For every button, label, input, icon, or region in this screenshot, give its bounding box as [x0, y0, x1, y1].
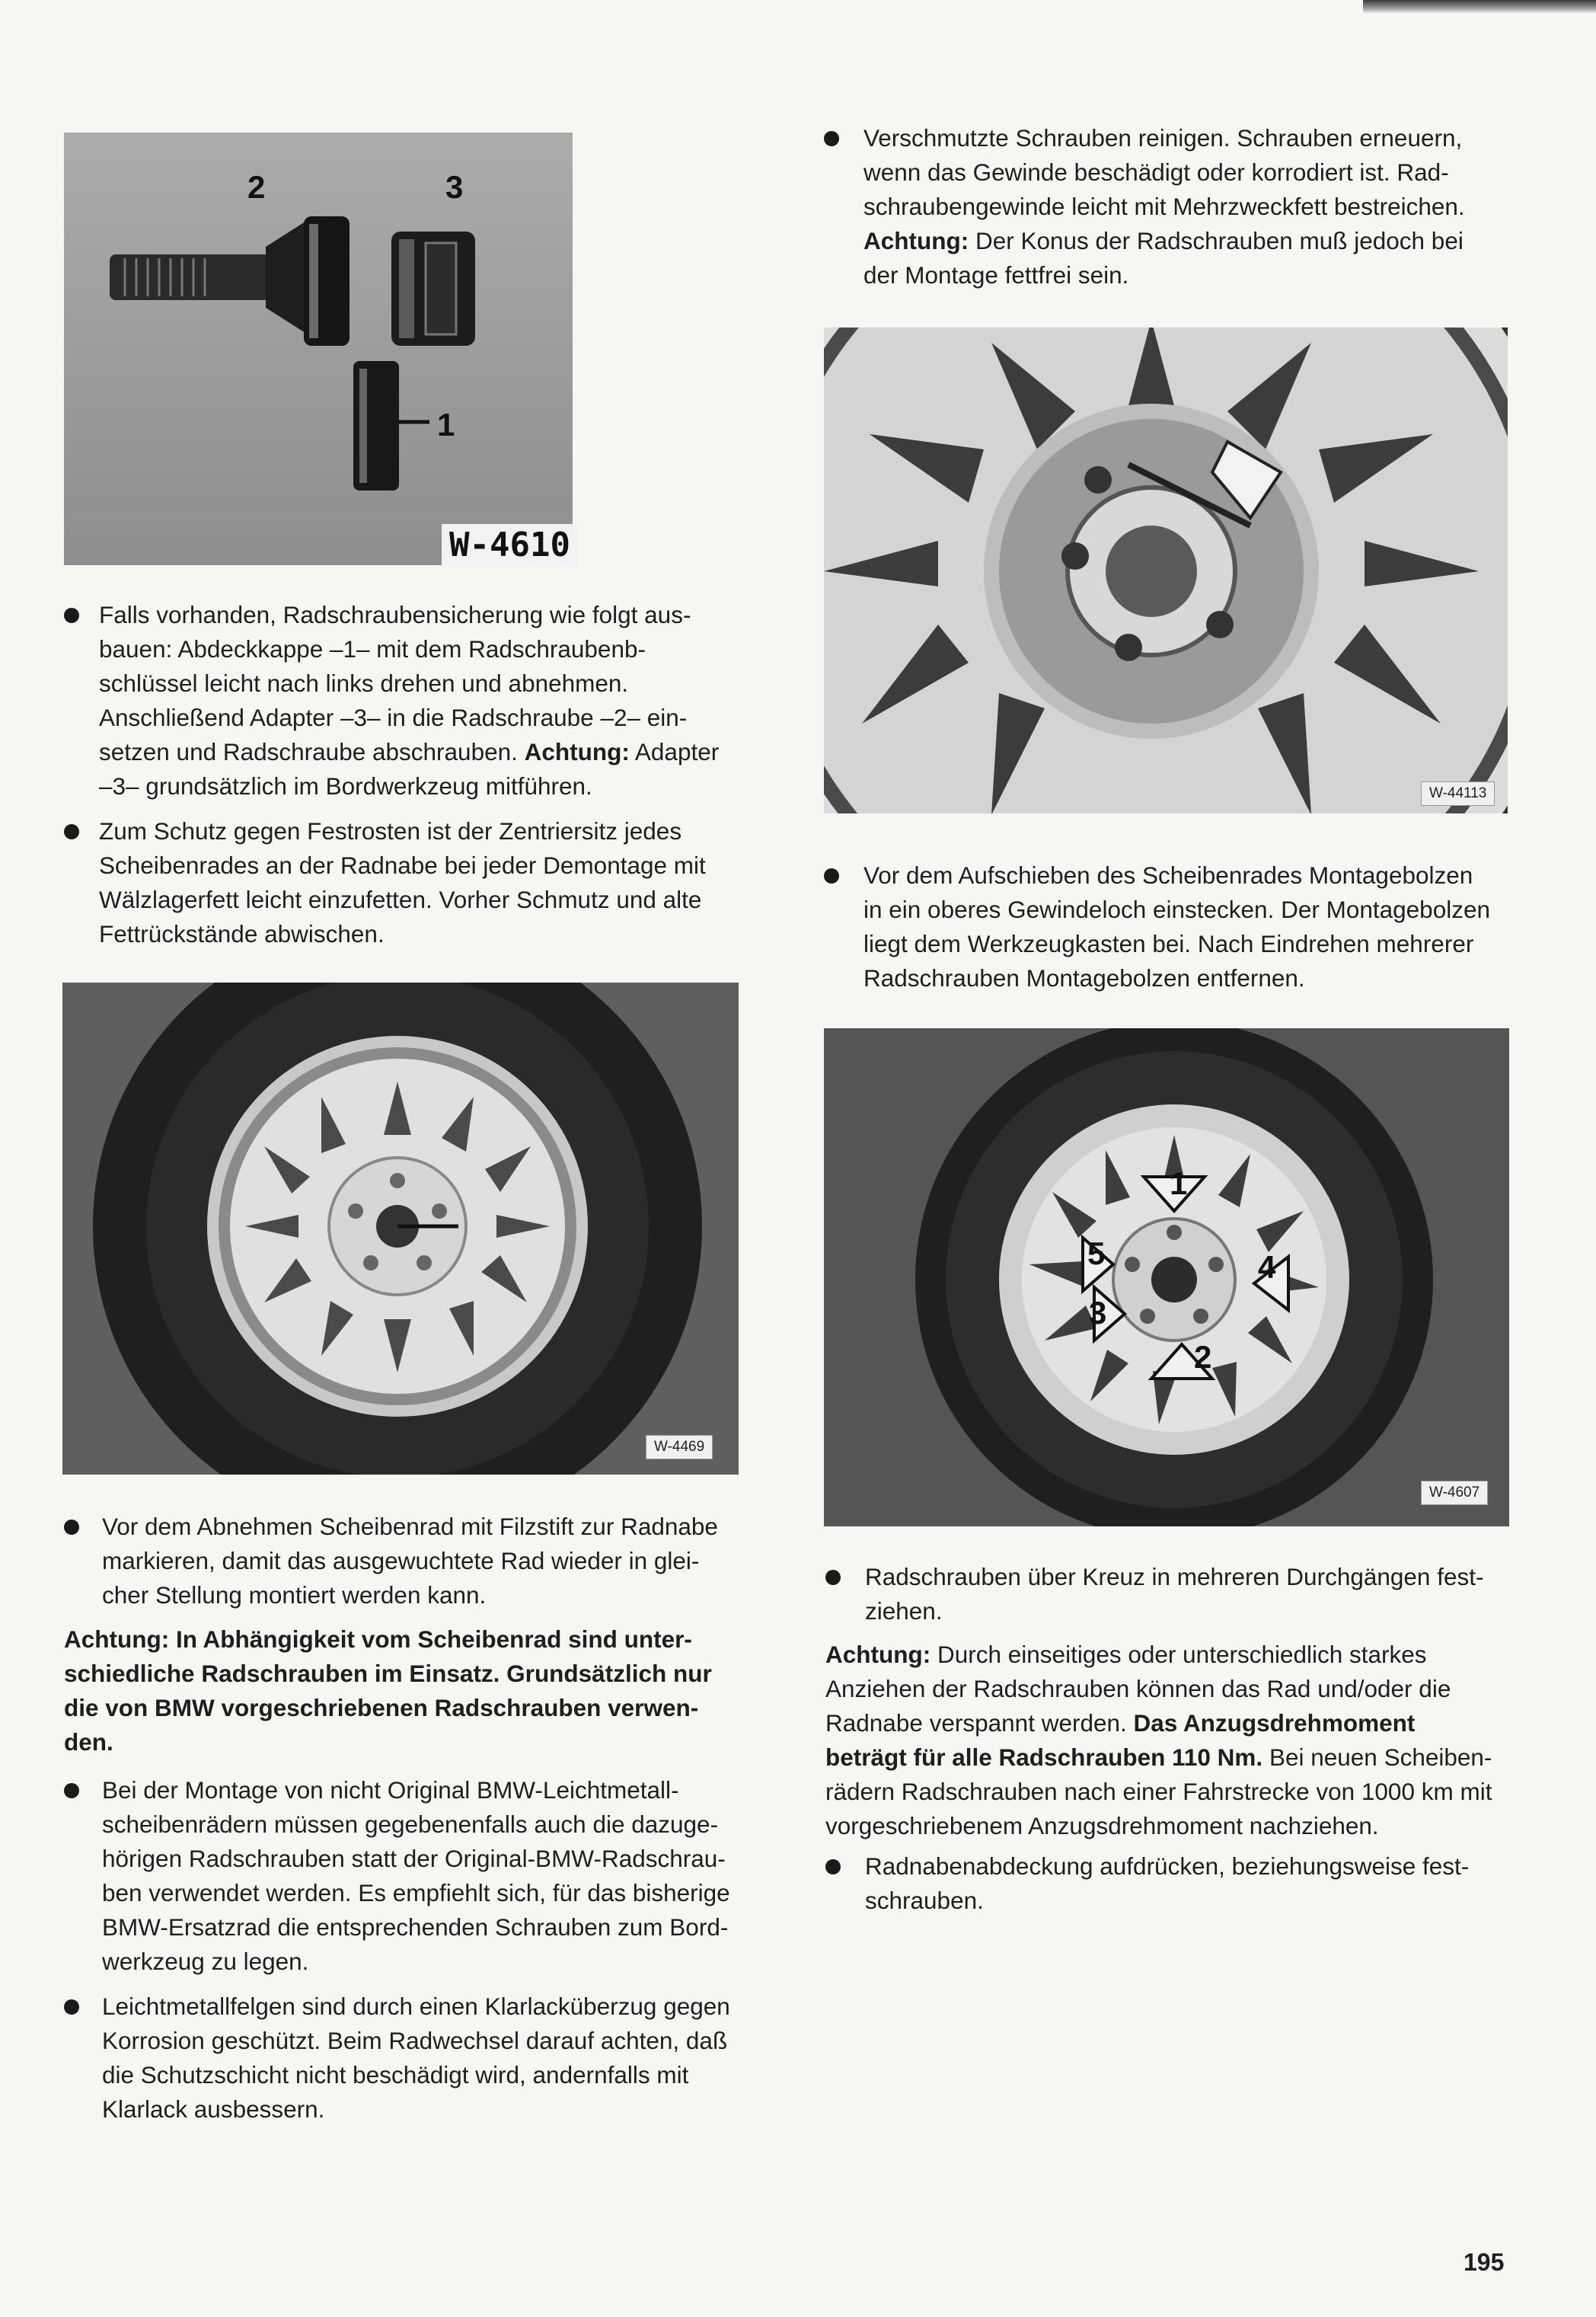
text-line: Vor dem Aufschieben des Scheibenrades Montagebolzen — [863, 861, 1473, 889]
figure-wheel-marking — [62, 983, 739, 1475]
text-line: liegt dem Werkzeugkasten bei. Nach Eindrehen mehrerer — [863, 930, 1474, 957]
text-line: ziehen. — [865, 1597, 943, 1625]
bullet-icon — [64, 824, 79, 839]
bullet-icon — [824, 131, 839, 146]
wheel-marking-image — [62, 983, 739, 1475]
paragraph-torque — [825, 1638, 1505, 1843]
callout-bolt-4: 4 — [1258, 1249, 1276, 1285]
paragraph-non-original-wheels — [102, 1773, 743, 1979]
text-line: Fettrückstände abwischen. — [99, 920, 385, 948]
text-line: Klarlack ausbessern. — [102, 2095, 325, 2123]
text-line — [825, 1740, 1505, 1775]
figure-wheel-lock-parts — [64, 133, 573, 565]
callout-bolt-3: 3 — [1089, 1295, 1107, 1331]
text-line: Zum Schutz gegen Festrosten ist der Zentriersitz jedes — [99, 817, 682, 845]
text-line: der Montage fettfrei sein. — [863, 261, 1129, 289]
page-edge-shadow — [1363, 0, 1596, 14]
text-segment: Der Konus der Radschrauben muß jedoch bei — [975, 227, 1464, 254]
paragraph-hub-cover — [865, 1849, 1505, 1918]
callout-bolt-2: 2 — [1194, 1339, 1212, 1375]
achtung-label: Achtung: — [863, 227, 969, 254]
paragraph-clean-bolts — [863, 121, 1503, 292]
figure-tightening-sequence — [824, 1028, 1509, 1526]
paragraph-mark-wheel — [102, 1510, 743, 1612]
bullet-icon — [824, 868, 839, 884]
achtung-label: Achtung: — [524, 738, 630, 765]
text-line: Scheibenrades an der Radnabe bei jeder Demontage mit — [99, 852, 706, 879]
text-line: Bei der Montage von nicht Original BMW-Leichtmetall- — [102, 1776, 679, 1804]
paragraph-mounting-pin — [863, 858, 1503, 996]
bullet-icon — [64, 608, 79, 623]
text-segment: setzen und Radschraube abschrauben. — [99, 738, 518, 765]
bullet-icon — [64, 1520, 79, 1535]
warning-bolt-types — [64, 1622, 743, 1759]
text-line: die von BMW vorgeschriebenen Radschrauben verwen- — [64, 1694, 699, 1721]
torque-emphasis: beträgt für alle Radschrauben 110 Nm. — [825, 1743, 1263, 1771]
figure-mounting-pin — [824, 328, 1508, 813]
bullet-icon — [64, 1783, 79, 1798]
text-line: Achtung: In Abhängigkeit vom Scheibenrad sind unter- — [64, 1625, 692, 1653]
paragraph-cross-tighten — [865, 1560, 1505, 1628]
text-line: –3– grundsätzlich im Bordwerkzeug mitführen. — [99, 772, 592, 800]
text-line: Wälzlagerfett leicht einzufetten. Vorher Schmutz und alte — [99, 886, 702, 913]
text-line: schraubengewinde leicht mit Mehrzweckfett bestreichen. — [863, 193, 1465, 220]
callout-bolt-5: 5 — [1087, 1235, 1106, 1271]
text-line: die Schutzschicht nicht beschädigt wird, andernfalls mit — [102, 2061, 689, 2088]
text-line: bauen: Abdeckkappe –1– mit dem Radschraubenb- — [99, 635, 646, 663]
text-line: vorgeschriebenem Anzugsdrehmoment nachziehen. — [825, 1812, 1379, 1839]
text-line: in ein oberes Gewindeloch einstecken. Der Montagebolzen — [863, 896, 1490, 923]
text-line: schiedliche Radschrauben im Einsatz. Grundsätzlich nur — [64, 1660, 712, 1687]
text-line: Anziehen der Radschrauben können das Rad und/oder die — [825, 1675, 1451, 1702]
callout-cap: 1 — [437, 407, 455, 443]
text-segment: Durch einseitiges oder unterschiedlich starkes — [937, 1641, 1427, 1668]
text-line: Anschließend Adapter –3– in die Radschraube –2– ein- — [99, 704, 688, 731]
text-line: scheibenrädern müssen gegebenenfalls auch die dazuge- — [102, 1810, 719, 1838]
figure-code-label: W-4607 — [1421, 1481, 1488, 1505]
bullet-icon — [64, 1999, 79, 2015]
text-segment: Bei neuen Scheiben- — [1269, 1743, 1492, 1771]
text-line: Radnabenabdeckung aufdrücken, beziehungsweise fest- — [865, 1852, 1470, 1880]
paragraph-lock-removal — [99, 598, 740, 804]
figure-code-label: W-4610 — [442, 524, 578, 567]
text-line: Radschrauben über Kreuz in mehreren Durchgängen fest- — [865, 1563, 1484, 1590]
torque-emphasis: Das Anzugsdrehmoment — [1133, 1709, 1416, 1737]
text-line: werkzeug zu legen. — [102, 1948, 309, 1975]
figure-code-label: W-44113 — [1421, 781, 1495, 806]
text-line: hörigen Radschrauben statt der Original-BMW-Radschrau- — [102, 1845, 726, 1872]
text-line: schrauben. — [865, 1887, 984, 1914]
bullet-icon — [825, 1859, 841, 1874]
text-line: Verschmutzte Schrauben reinigen. Schrauben erneuern, — [863, 124, 1463, 152]
text-line: Radschrauben Montagebolzen entfernen. — [863, 964, 1305, 992]
text-line — [825, 1638, 1505, 1672]
paragraph-grease-hub — [99, 814, 740, 951]
text-line — [863, 224, 1503, 258]
text-line: ben verwendet werden. Es empfiehlt sich, für das bisherige — [102, 1879, 730, 1906]
callout-bolt-1: 1 — [1170, 1165, 1188, 1201]
text-line: Vor dem Abnehmen Scheibenrad mit Filzstift zur Radnabe — [102, 1513, 718, 1540]
callout-adapter: 3 — [445, 169, 464, 205]
achtung-label: Achtung: — [825, 1641, 931, 1668]
text-line: markieren, damit das ausgewuchtete Rad wieder in glei- — [102, 1547, 700, 1574]
mounting-pin-image — [824, 328, 1508, 813]
text-line — [825, 1706, 1505, 1740]
callout-bolt: 2 — [247, 169, 266, 205]
text-line: rädern Radschrauben nach einer Fahrstrecke von 1000 km mit — [825, 1778, 1492, 1805]
text-segment: Adapter — [634, 738, 720, 765]
text-line: wenn das Gewinde beschädigt oder korrodiert ist. Rad- — [863, 158, 1449, 186]
wheel-lock-parts-image — [64, 133, 573, 565]
text-line: cher Stellung montiert werden kann. — [102, 1581, 487, 1609]
text-line: BMW-Ersatzrad die entsprechenden Schrauben zum Bord- — [102, 1913, 729, 1941]
text-segment: Radnabe verspannt werden. — [825, 1709, 1127, 1737]
text-line — [99, 735, 740, 769]
text-line: Falls vorhanden, Radschraubensicherung wie folgt aus- — [99, 601, 691, 628]
text-line: Korrosion geschützt. Beim Radwechsel darauf achten, daß — [102, 2027, 728, 2054]
text-line: schlüssel leicht nach links drehen und abnehmen. — [99, 670, 629, 697]
tightening-sequence-image — [824, 1028, 1509, 1526]
paragraph-clear-coat — [102, 1989, 743, 2127]
text-line: Leichtmetallfelgen sind durch einen Klarlacküberzug gegen — [102, 1993, 730, 2020]
bullet-icon — [825, 1570, 841, 1585]
text-line: den. — [64, 1728, 113, 1756]
page-number: 195 — [1464, 2248, 1505, 2276]
figure-code-label: W-4469 — [646, 1435, 713, 1459]
